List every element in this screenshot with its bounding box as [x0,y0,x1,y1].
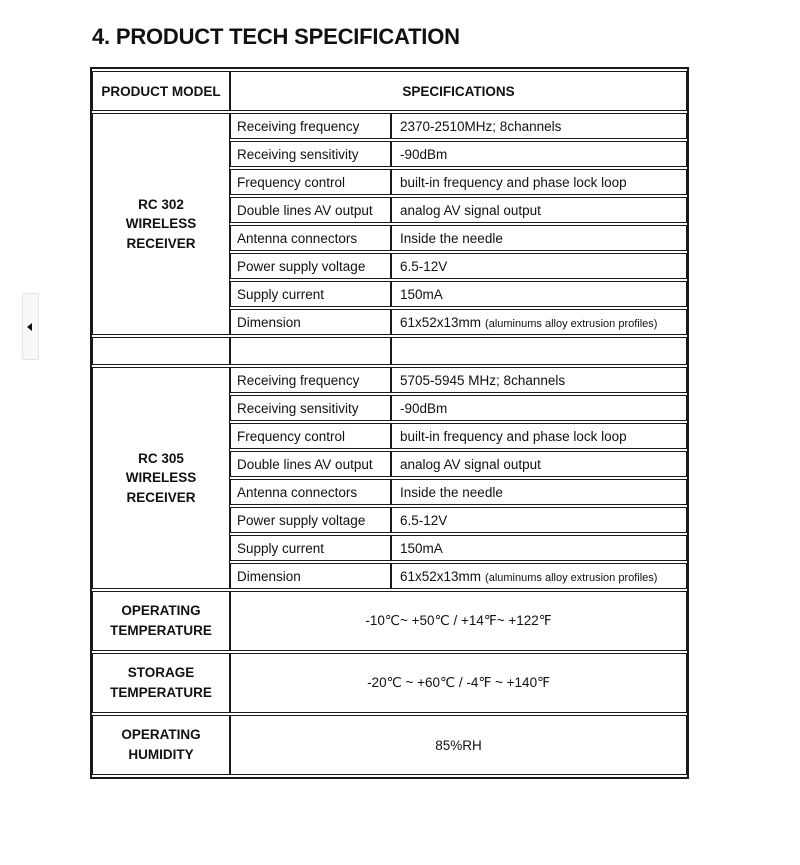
model-line: WIRELESS [125,216,197,232]
table-row [92,113,687,139]
model-cell-rc305 [92,367,230,589]
model-line: RECEIVER [126,489,196,505]
spec-label: Antenna connectors [230,479,391,505]
spec-label: Double lines AV output [230,451,391,477]
empty-cell [230,337,391,365]
footer-value: 85%RH [230,715,687,775]
spec-label: Receiving frequency [230,367,391,393]
col-header-product-model: PRODUCT MODEL [92,71,230,111]
spec-value: 150mA [391,281,687,307]
spec-table [90,67,689,779]
spec-label: Frequency control [230,423,391,449]
empty-cell [391,337,687,365]
empty-cell [92,337,230,365]
spec-value [391,563,687,589]
dimension-note: (aluminums alloy extrusion profiles) [485,317,658,330]
spec-label: Double lines AV output [230,197,391,223]
carousel-prev-button[interactable] [22,293,39,360]
spec-value: 6.5-12V [391,507,687,533]
spec-label: Antenna connectors [230,225,391,251]
footer-value: -10℃~ +50℃ / +14℉~ +122℉ [230,591,687,651]
footer-label: OPERATING HUMIDITY [92,715,230,775]
model-line: RC 302 [138,196,184,212]
spec-label: Dimension [230,563,391,589]
spec-value: built-in frequency and phase lock loop [391,169,687,195]
footer-label: STORAGE TEMPERATURE [92,653,230,713]
page-title: 4. PRODUCT TECH SPECIFICATION [92,24,460,49]
spec-label: Dimension [230,309,391,335]
model-line: WIRELESS [125,470,197,486]
table-header-row [92,71,687,111]
spec-value: analog AV signal output [391,197,687,223]
spec-value: 150mA [391,535,687,561]
dimension-note: (aluminums alloy extrusion profiles) [485,571,658,584]
spec-value: -90dBm [391,141,687,167]
spec-label: Receiving frequency [230,113,391,139]
spec-label: Receiving sensitivity [230,141,391,167]
spec-value: Inside the needle [391,225,687,251]
model-line: RECEIVER [126,235,196,251]
table-row-operating-humidity [92,715,687,775]
footer-label: OPERATING TEMPERATURE [92,591,230,651]
empty-separator-row [92,337,687,365]
model-line: RC 305 [138,450,184,466]
spec-label: Power supply voltage [230,253,391,279]
table-row-storage-temperature [92,653,687,713]
spec-label: Receiving sensitivity [230,395,391,421]
table-row [92,367,687,393]
spec-label: Frequency control [230,169,391,195]
spec-value: 2370-2510MHz; 8channels [391,113,687,139]
spec-value [391,309,687,335]
footer-value: -20℃ ~ +60℃ / -4℉ ~ +140℉ [230,653,687,713]
table-row-operating-temperature [92,591,687,651]
spec-value: Inside the needle [391,479,687,505]
dimension-value: 61x52x13mm [400,568,482,584]
left-arrow-icon [27,323,32,331]
spec-label: Supply current [230,281,391,307]
spec-value: built-in frequency and phase lock loop [391,423,687,449]
spec-value: -90dBm [391,395,687,421]
spec-label: Supply current [230,535,391,561]
col-header-specifications: SPECIFICATIONS [230,71,687,111]
model-cell-rc302 [92,113,230,335]
spec-value: analog AV signal output [391,451,687,477]
spec-value: 5705-5945 MHz; 8channels [391,367,687,393]
spec-value: 6.5-12V [391,253,687,279]
spec-label: Power supply voltage [230,507,391,533]
dimension-value: 61x52x13mm [400,314,482,330]
